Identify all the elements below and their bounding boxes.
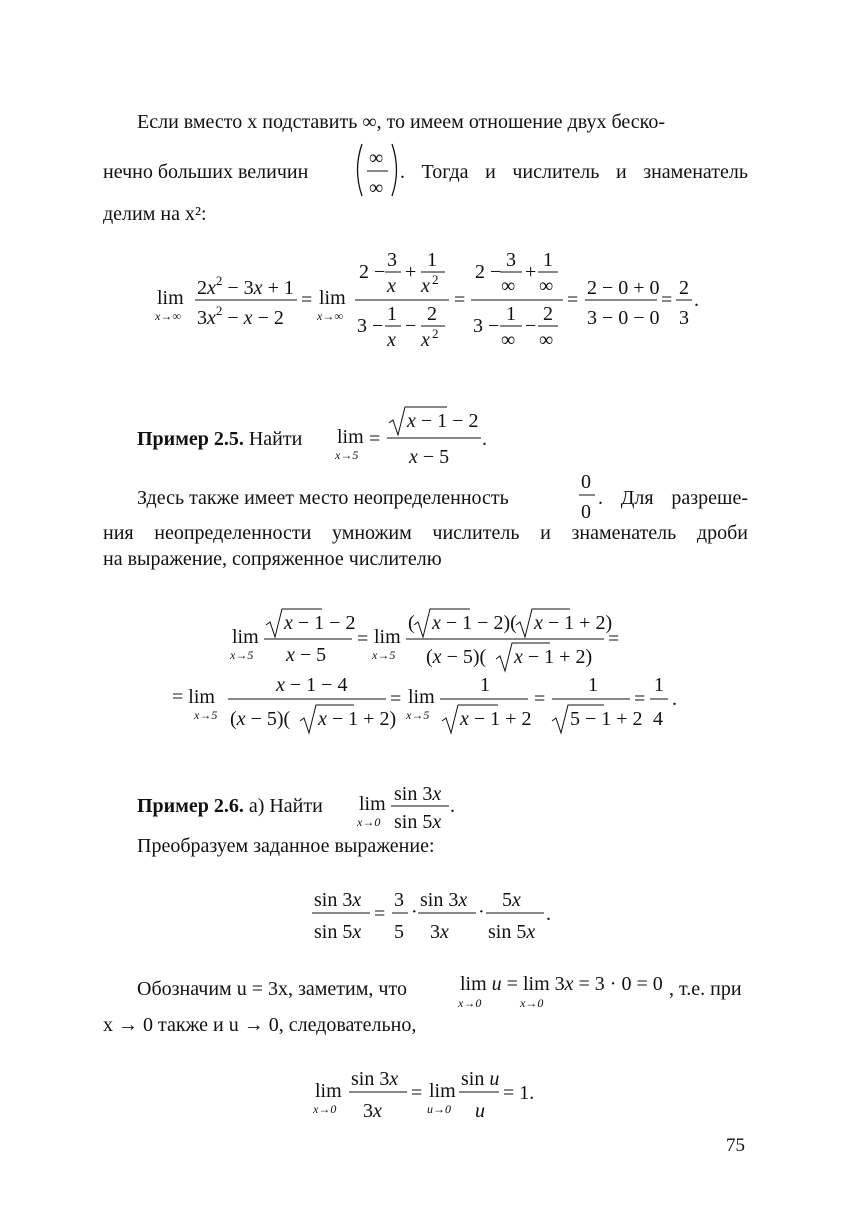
svg-text:∞: ∞ (369, 177, 384, 199)
svg-text:x→5: x→5 (406, 708, 430, 722)
svg-text:3x: 3x (430, 921, 449, 943)
svg-text:2 −: 2 − (475, 261, 502, 283)
svg-text:=: = (567, 289, 579, 311)
svg-text:= lim: = lim (172, 686, 215, 708)
example-2-5-heading (137, 425, 302, 453)
svg-text:x: x (387, 275, 396, 297)
paragraph-1-line-1: Если вместо x подставить ∞, то имеем отношение двух беско- (137, 111, 666, 133)
svg-text:3 − 0 − 0: 3 − 0 − 0 (587, 307, 660, 329)
svg-text:lim: lim (359, 793, 386, 815)
svg-text:1: 1 (480, 674, 490, 696)
svg-text:1: 1 (543, 249, 553, 271)
svg-text:x − 1 − 2: x − 1 − 2 (284, 612, 356, 634)
svg-text:lim: lim (157, 287, 184, 309)
svg-text:x→0: x→0 (313, 1102, 337, 1116)
svg-text:2: 2 (427, 303, 437, 325)
svg-text:sin 3x: sin 3x (314, 889, 362, 911)
svg-text:.: . (672, 688, 677, 710)
example-2-5-label: Пример 2.5. (137, 428, 244, 450)
svg-text:−: − (405, 315, 417, 337)
paragraph-2-line-1-end: . Для разреше- (598, 487, 748, 509)
svg-text:lim u = lim 3x = 3 · 0 = 0: lim u = lim 3x = 3 · 0 = 0 (460, 973, 663, 995)
svg-text:.: . (694, 289, 699, 311)
svg-text:1: 1 (588, 674, 598, 696)
svg-text:lim: lim (232, 626, 259, 648)
svg-text:.: . (482, 428, 487, 450)
svg-text:1: 1 (427, 249, 437, 271)
sin-transform-formula (312, 880, 552, 950)
svg-text:=: = (357, 628, 369, 650)
svg-text:lim: lim (429, 1080, 456, 1102)
svg-text:=: = (534, 688, 546, 710)
svg-text:x→0: x→0 (458, 996, 482, 1010)
svg-text:1: 1 (387, 303, 397, 325)
paragraph-3-line-1-end: , т.е. при (669, 978, 742, 1000)
svg-text:x: x (421, 329, 430, 351)
svg-text:·: · (478, 901, 485, 923)
svg-text:·: · (411, 901, 418, 923)
example-2-5-task: Найти (248, 428, 303, 450)
svg-text:∞: ∞ (539, 329, 554, 351)
limit-formula-1 (155, 248, 715, 368)
svg-text:=: = (374, 903, 386, 925)
svg-text:=: = (411, 1082, 423, 1104)
sin-limit-formula (313, 1063, 543, 1133)
svg-text:x − 5: x − 5 (286, 644, 327, 666)
svg-text:3 −: 3 − (357, 315, 384, 337)
svg-text:sin 3x: sin 3x (394, 783, 442, 805)
svg-text:x − 5: x − 5 (409, 446, 450, 468)
svg-text:5x: 5x (502, 889, 521, 911)
svg-text:x→5: x→5 (194, 708, 218, 722)
svg-text:x − 1 + 2): x − 1 + 2) (318, 708, 397, 730)
svg-text:=: = (661, 289, 673, 311)
svg-text:sin 3x: sin 3x (351, 1068, 399, 1090)
svg-text:lim: lim (408, 686, 435, 708)
paragraph-2-line-3: на выражение, сопряженное числителю (103, 548, 442, 570)
svg-text:x − 1 − 2)(: x − 1 − 2)( (432, 612, 517, 634)
svg-text:x→0: x→0 (520, 996, 544, 1010)
svg-text:3x: 3x (363, 1100, 382, 1122)
example-2-6-task: а) Найти (248, 795, 323, 817)
svg-text:=: = (369, 428, 381, 450)
example-2-6-transform-text: Преобразуем заданное выражение: (137, 835, 435, 857)
svg-text:x→∞: x→∞ (155, 309, 181, 323)
svg-text:2: 2 (543, 303, 553, 325)
svg-text:∞: ∞ (501, 329, 516, 351)
paragraph-3-line-1-start: Обозначим u = 3x, заметим, что (137, 978, 407, 1000)
svg-text:x→∞: x→∞ (317, 309, 343, 323)
example-2-5-formula (335, 405, 495, 475)
svg-text:x→5: x→5 (335, 448, 359, 462)
svg-text:x→5: x→5 (372, 648, 396, 662)
svg-text:x→0: x→0 (357, 815, 381, 829)
svg-text:4: 4 (653, 708, 663, 730)
svg-text:x − 1 − 4: x − 1 − 4 (276, 674, 348, 696)
svg-text:.: . (450, 795, 455, 817)
svg-text:=: = (608, 628, 620, 650)
svg-text:u→0: u→0 (427, 1102, 451, 1116)
svg-text:2: 2 (432, 272, 439, 287)
svg-text:(x − 5)(: (x − 5)( (230, 708, 291, 730)
svg-text:x − 1 − 2: x − 1 − 2 (407, 410, 479, 432)
svg-text:1: 1 (506, 303, 516, 325)
svg-text:x: x (387, 329, 396, 351)
svg-text:u: u (475, 1100, 485, 1122)
svg-text:3: 3 (394, 889, 404, 911)
svg-text:3: 3 (387, 249, 397, 271)
svg-text:−: − (525, 315, 537, 337)
svg-text:=: = (454, 289, 466, 311)
svg-text:(: ( (408, 612, 415, 634)
limit-formula-2 (172, 603, 692, 753)
svg-text:2: 2 (432, 326, 439, 341)
svg-text:lim: lim (315, 1080, 342, 1102)
infinity-ratio-formula (352, 140, 402, 207)
svg-text:2 −: 2 − (359, 261, 386, 283)
svg-text:=: = (301, 289, 313, 311)
paragraph-3-line-2: x → 0 также и u → 0, следовательно, (103, 1014, 417, 1036)
svg-text:=: = (390, 688, 402, 710)
svg-text:1: 1 (654, 674, 664, 696)
svg-text:lim: lim (319, 287, 346, 309)
paragraph-1-line-2-start: нечно больших величин (103, 161, 309, 183)
example-2-6-label: Пример 2.6. (137, 795, 244, 817)
svg-text:5: 5 (394, 921, 404, 943)
svg-text:0: 0 (581, 501, 591, 523)
svg-text:x→5: x→5 (230, 648, 254, 662)
svg-text:+: + (525, 261, 537, 283)
svg-text:lim: lim (337, 426, 364, 448)
svg-text:sin 5x: sin 5x (314, 921, 362, 943)
svg-text:3x2 − x − 2: $3x^2 - x - 2$ (197, 303, 284, 329)
svg-text:x − 1 + 2): x − 1 + 2) (514, 646, 593, 668)
substitution-limit-formula (458, 967, 668, 1022)
svg-text:= 1.: = 1. (503, 1082, 535, 1104)
svg-text:sin 5x: sin 5x (394, 811, 442, 833)
svg-text:3 −: 3 − (473, 315, 500, 337)
svg-text:x: x (421, 275, 430, 297)
svg-text:sin u: sin u (461, 1068, 500, 1090)
svg-text:x − 1 + 2: x − 1 + 2 (460, 708, 532, 730)
page-number: 75 (726, 1135, 745, 1156)
paragraph-2-line-1-start: Здесь также имеет место неопределенность (137, 487, 509, 509)
svg-text:∞: ∞ (501, 275, 516, 297)
paragraph-1-line-2-end: . Тогда и числитель и знаменатель (400, 161, 748, 183)
svg-text:+: + (405, 261, 417, 283)
svg-text:x − 1 + 2): x − 1 + 2) (534, 612, 613, 634)
svg-text:3: 3 (679, 307, 689, 329)
svg-text:2x2 − 3x + 1: $2x^2 - 3x + 1$ (197, 273, 294, 299)
svg-text:5 − 1 + 2: 5 − 1 + 2 (570, 708, 643, 730)
paragraph-2-line-2: ния неопределенности умножим числитель и знаменатель дроби (103, 522, 748, 544)
svg-text:=: = (634, 688, 646, 710)
svg-text:0: 0 (581, 471, 591, 493)
svg-text:2: 2 (679, 277, 689, 299)
svg-text:.: . (546, 903, 551, 925)
svg-text:sin 5x: sin 5x (488, 921, 536, 943)
example-2-6-heading (137, 792, 323, 820)
paragraph-1-line-3: делим на x²: (103, 203, 207, 225)
svg-text:3: 3 (506, 249, 516, 271)
svg-text:∞: ∞ (539, 275, 554, 297)
svg-text:lim: lim (374, 626, 401, 648)
svg-text:∞: ∞ (369, 147, 384, 169)
svg-text:(x − 5)(: (x − 5)( (426, 646, 487, 668)
svg-text:sin 3x: sin 3x (420, 889, 468, 911)
svg-text:2 − 0 + 0: 2 − 0 + 0 (587, 277, 660, 299)
